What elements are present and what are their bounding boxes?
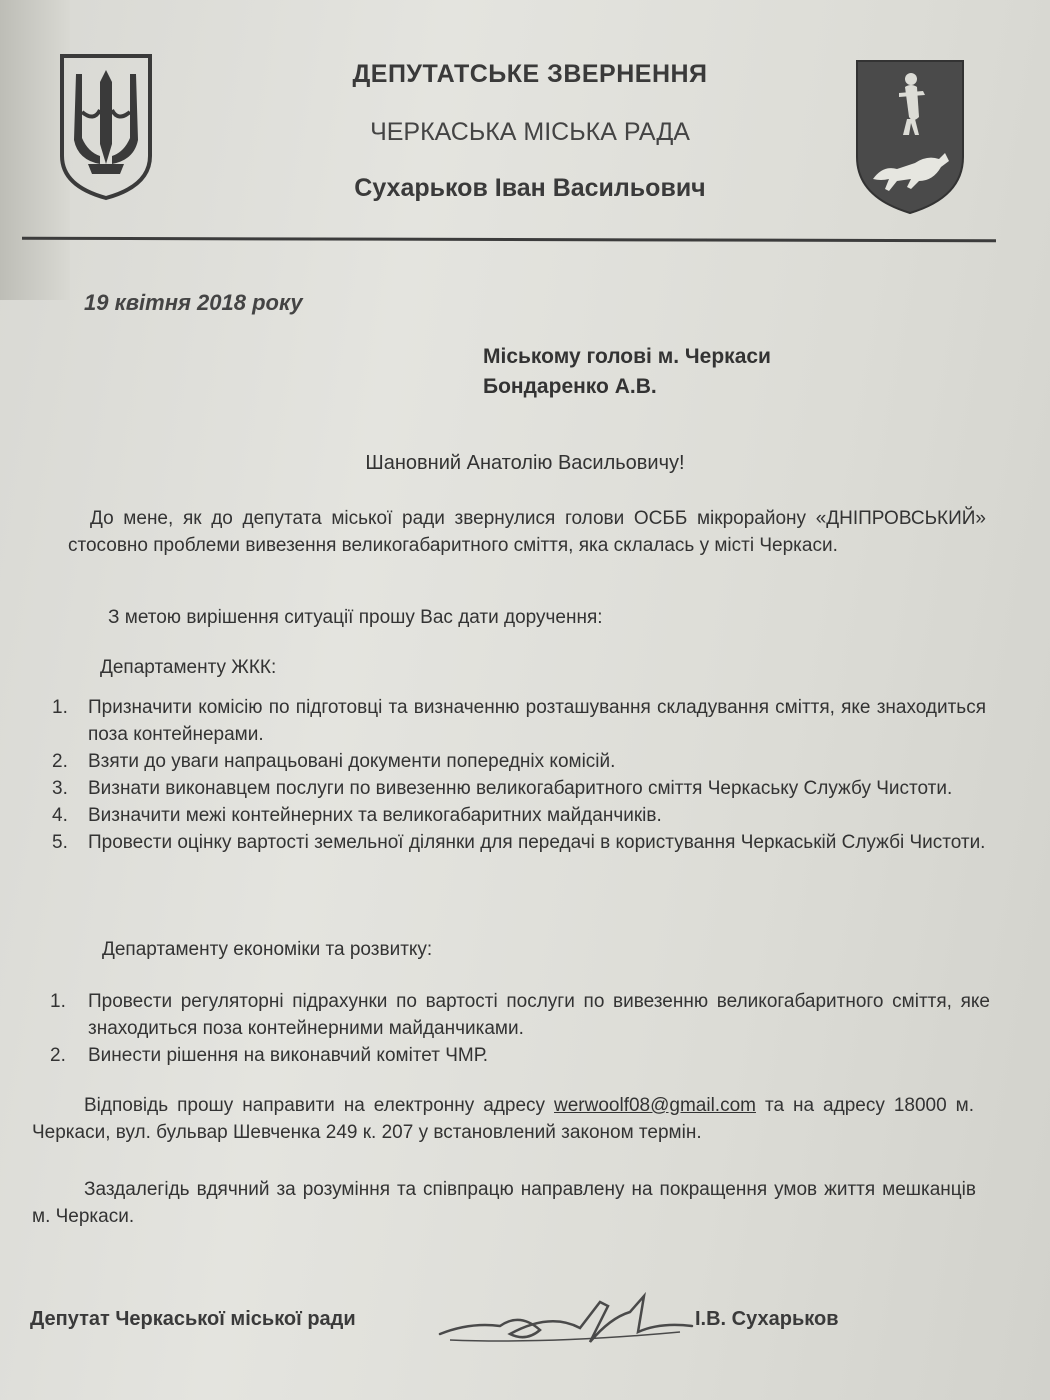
request-paragraph: З метою вирішення ситуації прошу Вас дати доручення: [108,607,603,628]
response-text-before: Відповідь прошу направити на електронну адресу [84,1095,555,1116]
housing-tasks-list [52,694,986,856]
department-economy-heading: Департаменту економіки та розвитку: [102,939,433,960]
deputy-name: Сухарьков Іван Васильович [354,174,706,202]
salutation: Шановний Анатолію Васильовичу! [365,452,685,474]
list-text: Винести рішення на виконавчий комітет ЧМР. [88,1045,489,1066]
addressee-position: Міському голові м. Черкаси [483,345,771,368]
department-housing-heading: Департаменту ЖКК: [100,657,277,678]
response-text-after: та на адресу 18000 м. Черкаси, вул. бульвар Шевченка 249 к. 207 у встановлений законом термін. [32,1095,974,1143]
list-item [52,694,986,748]
signature-role: Депутат Черкаської міської ради [30,1308,356,1330]
list-text: Провести оцінку вартості земельної ділянки для передачі в користування Черкаській Службі Чистоти. [88,832,986,853]
signature-name: І.В. Сухарьков [695,1308,839,1330]
list-number: 3. [52,778,68,799]
addressee-name: Бондаренко А.В. [483,375,657,398]
document-date: 19 квітня 2018 року [84,290,303,315]
list-item [50,1042,990,1069]
list-text: Взяти до уваги напрацьовані документи попередніх комісій. [88,751,616,772]
list-number: 1. [50,991,66,1012]
cherkasy-coat-of-arms-icon [853,57,967,217]
list-text: Визнати виконавцем послуги по вивезенню великогабаритного сміття Черкаську Службу Чистоти. [88,778,953,799]
list-item [50,988,990,1042]
email-link[interactable]: werwoolf08@gmail.com [554,1095,756,1116]
response-request-paragraph [32,1092,974,1146]
economy-tasks-list [50,988,990,1069]
intro-paragraph: До мене, як до депутата міської ради звернулися голови ОСББ мікрорайону «ДНІПРОВСЬКИЙ» стосовно проблеми вивезення великогабаритного сміття, яка склалась у місті Черкаси. [68,508,986,556]
handwritten-signature [430,1282,700,1362]
list-number: 2. [52,751,68,772]
list-text: Визначити межі контейнерних та великогабаритних майданчиків. [88,805,662,826]
closing-paragraph: Заздалегідь вдячний за розуміння та співпрацю направлену на покращення умов життя мешканців м. Черкаси. [32,1179,976,1227]
council-name: ЧЕРКАСЬКА МІСЬКА РАДА [370,118,690,146]
list-text: Провести регуляторні підрахунки по вартості послуги по вивезенню великогабаритного сміття, яке знаходиться поза контейнерними майданчиками. [88,991,990,1039]
trident-coat-of-arms-icon [58,52,154,202]
list-item [52,802,986,829]
list-item [52,829,986,856]
list-text: Призначити комісію по підготовці та визначенню розташування складування сміття, яке знаходиться поза контейнерами. [88,697,986,745]
list-number: 2. [50,1045,66,1066]
header-divider [22,237,996,243]
list-number: 4. [52,805,68,826]
list-item [52,748,986,775]
document-title: ДЕПУТАТСЬКЕ ЗВЕРНЕННЯ [352,60,708,88]
list-number: 1. [52,697,68,718]
list-number: 5. [52,832,68,853]
addressee-block [483,342,771,402]
list-item [52,775,986,802]
